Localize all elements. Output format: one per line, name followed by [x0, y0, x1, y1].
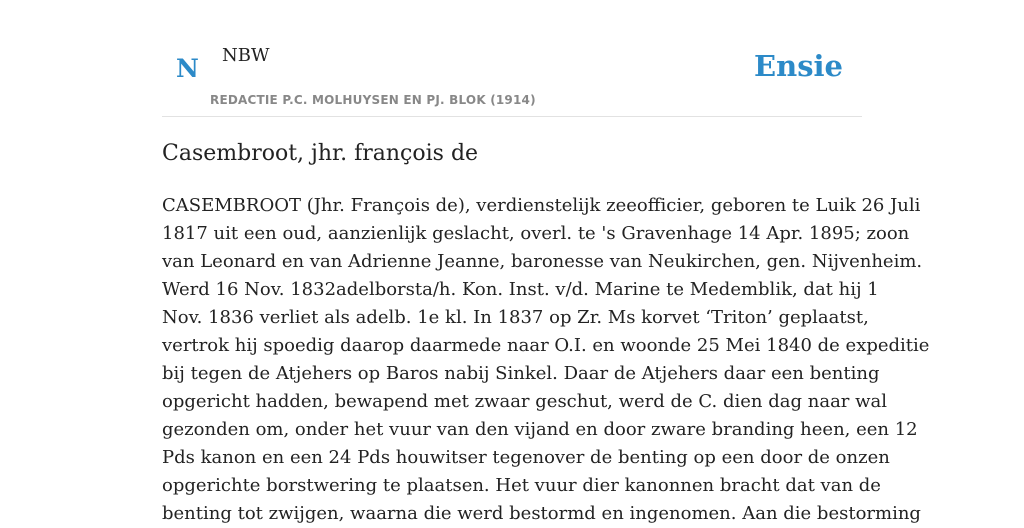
article-line: Werd 16 Nov. 1832adelborsta/h. Kon. Inst. v/d. Marine te Medemblik, dat hij 1: [162, 279, 879, 300]
brand-logo[interactable]: Ensie: [754, 49, 843, 83]
article-line: opgerichte borstwering te plaatsen. Het vuur dier kanonnen bracht dat van de: [162, 475, 881, 496]
article-line: Nov. 1836 verliet als adelb. 1e kl. In 1837 op Zr. Ms korvet ‘Triton’ geplaatst,: [162, 307, 869, 328]
source-name[interactable]: NBW: [222, 45, 270, 66]
article-line: 1817 uit een oud, aanzienlijk geslacht, overl. te 's Gravenhage 14 Apr. 1895; zoon: [162, 223, 910, 244]
article-line: van Leonard en van Adrienne Jeanne, baronesse van Neukirchen, gen. Nijvenheim.: [162, 251, 923, 272]
article-body: [162, 192, 930, 528]
source-subtitle: REDACTIE P.C. MOLHUYSEN EN PJ. BLOK (1914): [210, 93, 536, 107]
article-line: vertrok hij spoedig daarop daarmede naar O.I. en woonde 25 Mei 1840 de expeditie: [162, 335, 930, 356]
source-logo[interactable]: N: [176, 54, 199, 83]
article-title: Casembroot, jhr. françois de: [162, 141, 479, 166]
article-line: gezonden om, onder het vuur van den vijand en door zware branding heen, een 12: [162, 419, 918, 440]
article-line: opgericht hadden, bewapend met zwaar geschut, werd de C. dien dag naar wal: [162, 391, 888, 412]
article-line: Pds kanon en een 24 Pds houwitser tegenover de benting op een door de onzen: [162, 447, 890, 468]
article-line: CASEMBROOT (Jhr. François de), verdienstelijk zeeofficier, geboren te Luik 26 Juli: [162, 195, 921, 216]
article-line: benting tot zwijgen, waarna die werd bestormd en ingenomen. Aan die bestorming: [162, 503, 921, 524]
header: [162, 0, 862, 117]
article-line: bij tegen de Atjehers op Baros nabij Sinkel. Daar de Atjehers daar een benting: [162, 363, 880, 384]
